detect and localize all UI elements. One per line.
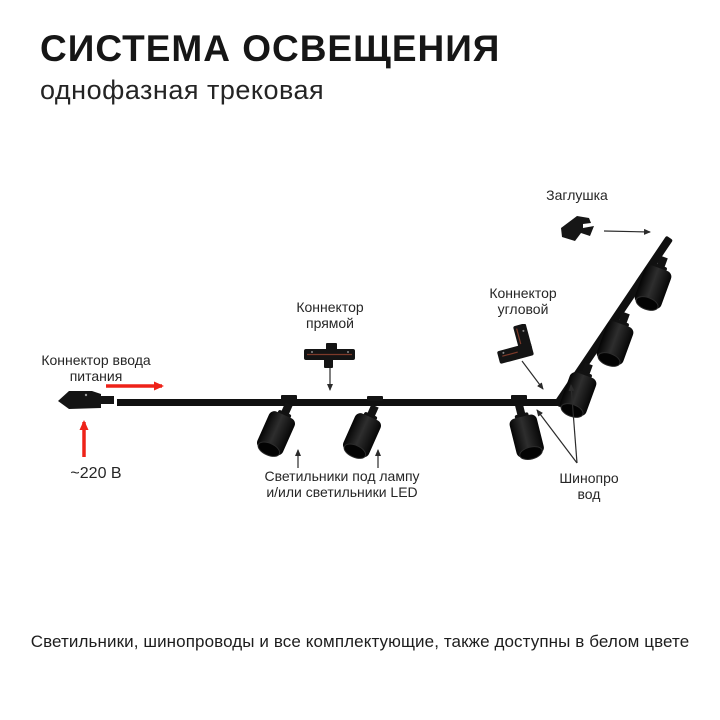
end-cap-label: Заглушка xyxy=(546,187,608,203)
spotlight xyxy=(502,401,550,464)
power-input-label: Коннектор ввода питания xyxy=(41,352,151,384)
track-clip xyxy=(511,395,527,400)
spotlight xyxy=(590,307,643,372)
track-clip xyxy=(281,395,297,400)
track-clip xyxy=(367,396,383,401)
end-cap-arrow xyxy=(604,231,650,232)
spotlight xyxy=(553,358,606,423)
end-cap-image xyxy=(556,210,606,252)
straight-connector-label: Коннектор прямой xyxy=(296,299,364,331)
corner-connector-image xyxy=(490,324,554,368)
voltage-label: ~220 В xyxy=(70,465,122,482)
straight-connector-image xyxy=(302,341,360,369)
power-input-connector-image xyxy=(56,386,120,414)
spotlight xyxy=(628,251,681,316)
page-title: СИСТЕМА ОСВЕЩЕНИЯ xyxy=(40,28,501,69)
spotlight xyxy=(250,397,306,463)
corner-connector-label: Коннектор угловой xyxy=(489,285,557,317)
page-subtitle: однофазная трековая xyxy=(40,75,325,105)
footer-note: Светильники, шинопроводы и все комплектующие, также доступны в белом цвете xyxy=(30,632,690,651)
fixtures-label: Светильники под лампу и/или светильники LED xyxy=(264,468,420,500)
track-label: Шинопро вод xyxy=(559,470,619,502)
spotlight xyxy=(336,399,392,465)
track-horizontal xyxy=(117,399,559,406)
